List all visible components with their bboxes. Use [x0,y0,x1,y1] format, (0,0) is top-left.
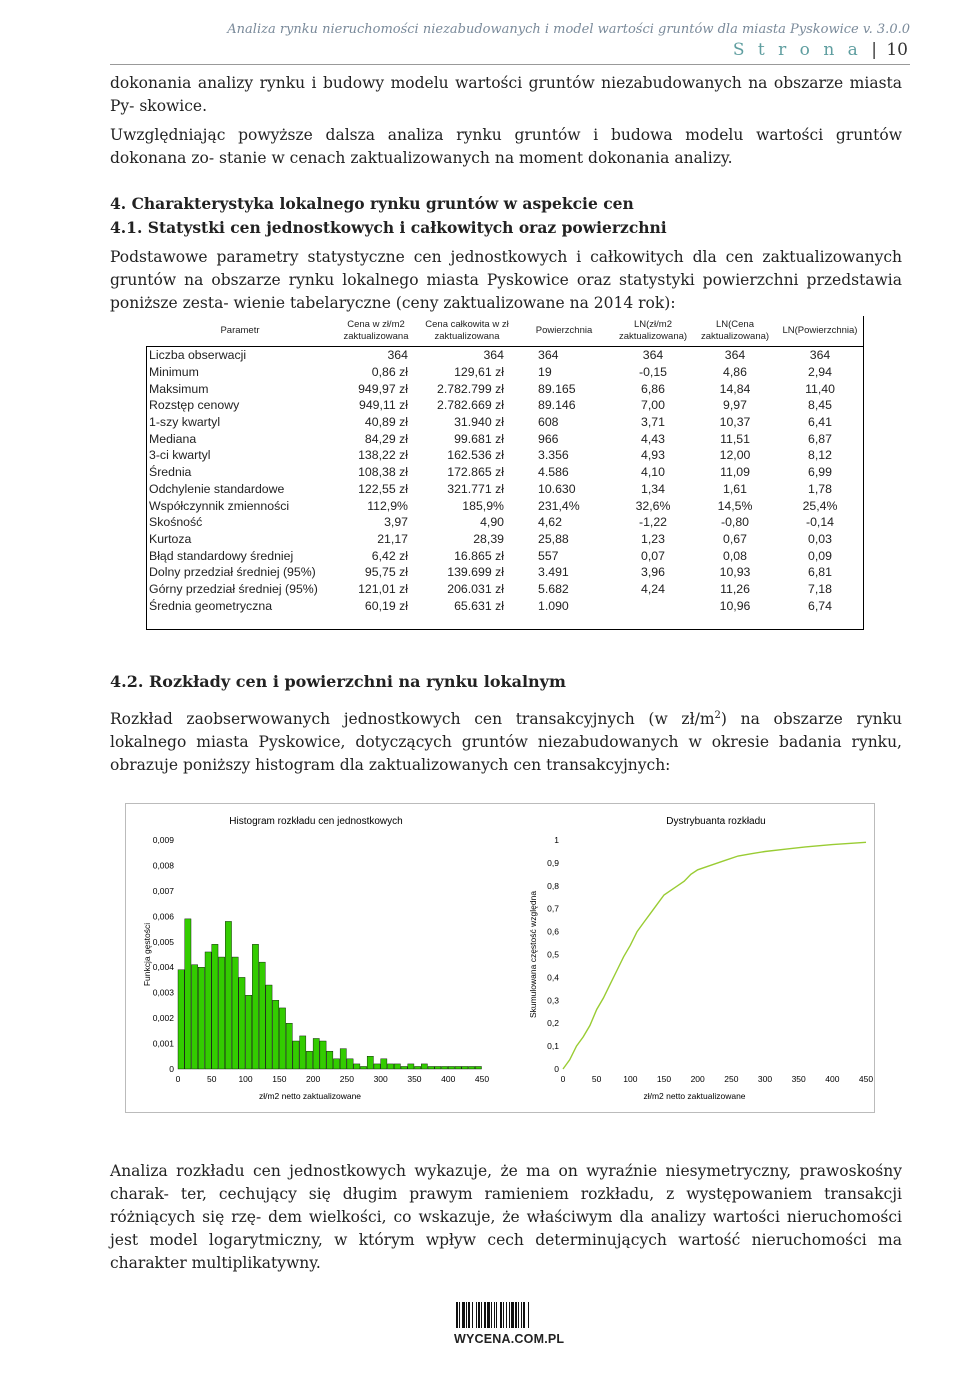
table-cell: 99.681 zł [454,431,504,446]
table-cell: 40,89 zł [364,415,408,430]
footer-logo [454,1302,565,1346]
x-tick-label: 150 [272,1074,287,1084]
section-heading-4-2: 4.2. Rozkłady cen i powierzchni na rynku lokalnym [110,672,566,691]
table-header-cell: Powierzchnia [535,325,593,336]
histogram-bar [381,1059,387,1069]
barcode-icon [454,1302,546,1328]
table-cell: 11,40 [805,381,835,396]
histogram-bar [360,1066,366,1069]
x-tick-label: 300 [373,1074,388,1084]
table-cell: 557 [538,548,559,563]
table-cell: 364 [418,347,516,364]
table-cell: 4,24 [641,581,665,596]
x-tick-label: 400 [825,1074,840,1084]
histogram-bar [347,1059,353,1069]
charts-svg [126,804,874,1112]
table-cell: 112,9% [367,498,408,513]
x-tick-label: 0 [560,1074,566,1084]
table-cell: 89.165 [538,381,576,396]
table-cell: 949,11 zł [359,398,408,413]
table-row [146,564,864,581]
paragraph-table-intro: Podstawowe parametry statystyczne cen jednostkowych i całkowitych dla cen zaktualizowanych gruntów na obszarze rynku lokalnego miasta Pyskowice oraz statystyki powierzchni przedstawia poniższe zesta- wienie tabelaryczne (ceny zaktualizowane na 2014 rok): [110,248,902,312]
table-header-cell: LN(zł/m2 zaktualizowana) [618,319,688,342]
table-cell: 9,97 [723,398,747,413]
table-cell: 95,75 zł [364,565,408,580]
table-cell: 0,08 [723,548,747,563]
barcode-stripe [476,1302,477,1328]
table-cell: 3,97 [384,515,408,530]
chart-title: Histogram rozkładu cen jednostkowych [229,816,403,827]
histogram-bar [293,1041,299,1069]
table-cell: 7,00 [641,398,665,413]
table-cell: 122,55 zł [358,481,408,496]
table-row-label: 3-ci kwartyl [149,448,211,463]
running-header: Analiza rynku nieruchomości niezabudowanych i model wartości gruntów dla miasta Pyskowice v. 3.0.0 [227,22,910,37]
y-tick-label: 0,8 [547,880,559,891]
table-cell: 0,03 [808,531,832,546]
x-tick-label: 50 [591,1074,602,1084]
barcode-stripe [515,1302,517,1328]
table-header-cell: LN(Powierzchnia) [782,325,858,336]
table-cell: 11,51 [720,431,750,446]
barcode-stripe [468,1302,470,1328]
table-row [146,597,864,614]
table-row-label: Odchylenie standardowe [149,481,285,496]
table-cell: 19 [538,365,552,380]
table-row [146,497,864,514]
table-cell: 4,86 [723,365,747,380]
table-cell: 16.865 zł [454,548,504,563]
table-header-cell: Cena w zł/m2 zaktualizowana [343,319,409,342]
histogram-bar [441,1066,447,1069]
table-cell: 966 [538,431,559,446]
x-tick-label: 100 [238,1074,253,1084]
table-cell: 7,18 [808,581,832,596]
page-separator: | [871,40,877,60]
table-row [146,364,864,381]
table-row-label: Minimum [149,365,199,380]
table-cell: 139.699 zł [447,565,504,580]
paragraph-intro: dokonania analizy rynku i budowy modelu wartości gruntów niezabudowanych na obszarze miasta Py- skowice. [110,74,902,115]
table-cell: 10.630 [538,481,576,496]
table-cell: 6,42 zł [371,548,408,563]
histogram-bar [333,1059,339,1069]
x-axis-label: zł/m2 netto zaktualizowane [258,1091,362,1101]
histogram-bar [205,952,211,1069]
table-row-label: Kurtoza [149,531,192,546]
para4-part-b: ) na obszarze rynku lokalnego miasta Pyskowice, dotyczących gruntów niezabudowanych w okresie badania rynku, obrazuje poniższy histogram dla zaktualizowanych cen transakcyjnych: [110,710,902,775]
table-cell: 60,19 zł [364,598,408,613]
table-cell: 364 [776,347,864,364]
table-cell: 5.682 [538,581,569,596]
table-cell: 28,39 [473,531,504,546]
histogram-bar [394,1064,400,1069]
table-header-row [146,316,864,347]
x-tick-label: 350 [791,1074,806,1084]
x-tick-label: 0 [175,1074,181,1084]
table-cell: 4.586 [538,465,569,480]
header-rule [110,64,910,65]
histogram-bar [462,1066,468,1069]
barcode-stripe [487,1302,490,1328]
table-cell: 231,4% [538,498,580,513]
table-cell: 65.631 zł [454,598,504,613]
table-cell: 14,84 [719,381,751,396]
y-tick-label: 0,009 [152,835,174,845]
statistics-table [146,316,864,614]
histogram-bar [435,1066,441,1069]
y-tick-label: 0,008 [152,860,174,871]
y-tick-label: 1 [554,835,559,845]
y-tick-label: 0,2 [547,1018,559,1029]
page-number: 10 [886,40,908,60]
table-cell: 12,00 [719,448,751,463]
y-tick-label: 0,004 [152,962,174,973]
barcode-stripe [496,1302,497,1328]
table-cell: 31.940 zł [454,415,504,430]
barcode-stripe [509,1302,510,1328]
section-heading-4-1: 4.1. Statystki cen jednostkowych i całkowitych oraz powierzchni [110,218,667,237]
histogram-bar [246,995,252,1069]
y-tick-label: 0 [169,1064,174,1074]
histogram-bar [300,1036,306,1069]
page-number-block [733,40,908,60]
table-row-label: Błąd standardowy średniej [149,548,294,563]
x-tick-label: 200 [690,1074,705,1084]
barcode-stripe [494,1302,495,1328]
table-row [146,514,864,531]
histogram-bar [414,1066,420,1069]
y-tick-label: 0,005 [152,936,174,947]
table-cell: 6,41 [808,415,832,430]
histogram-bar [455,1066,461,1069]
histogram-bar [401,1066,407,1069]
table-cell: -0,15 [638,365,668,380]
histogram-bar [475,1066,481,1069]
table-cell: 949,97 zł [358,381,408,396]
table-cell: 1,61 [723,481,747,496]
y-tick-label: 0,002 [152,1013,174,1024]
y-tick-label: 0,6 [547,926,559,937]
table-cell: 138,22 zł [358,448,408,463]
para4-superscript: 2 [714,710,721,721]
histogram-bar [313,1038,319,1069]
table-row-label: Mediana [149,431,197,446]
y-tick-label: 0,1 [547,1041,559,1052]
barcode-stripe [518,1302,519,1328]
table-cell: 162.536 zł [447,448,504,463]
histogram-bar [387,1064,393,1069]
histogram-bar [198,967,204,1069]
x-tick-label: 450 [858,1074,874,1084]
table-row-label: 1-szy kwartyl [149,415,221,430]
charts-frame [125,803,875,1113]
table-cell: 6,99 [808,465,832,480]
table-cell: -0,14 [805,515,835,530]
table-cell: 4,93 [641,448,665,463]
table-cell: 3.491 [538,565,569,580]
table-cell: -1,22 [638,515,668,530]
table-cell: 25,88 [538,531,569,546]
y-tick-label: 0,001 [152,1038,174,1049]
x-tick-label: 350 [407,1074,422,1084]
table-cell: 8,12 [808,448,832,463]
histogram-bar [225,921,231,1069]
table-cell: 4,90 [480,515,504,530]
histogram-bar [408,1064,414,1069]
table-row [146,430,864,447]
table-cell: 32,6% [635,498,671,513]
table-cell: 364 [612,347,694,364]
barcode-stripe [484,1302,486,1328]
histogram-bar [340,1049,346,1069]
table-cell: 6,87 [808,431,832,446]
x-tick-label: 100 [623,1074,638,1084]
table-cell: 3.356 [538,448,569,463]
histogram-bar [354,1064,360,1069]
table-cell: 129,61 zł [454,365,504,380]
table-cell: 89.146 [538,398,576,413]
y-tick-label: 0,7 [547,903,559,914]
table-cell: 3,96 [641,565,665,580]
table-cell: 1,23 [641,531,665,546]
table-row [146,547,864,564]
barcode-stripe [521,1302,522,1328]
table-cell: 10,93 [719,565,751,580]
histogram-bar [252,944,258,1069]
table-cell: 2,94 [808,365,832,380]
table-cell: 4,62 [538,515,562,530]
table-row [146,464,864,481]
table-cell: 4,10 [641,465,665,480]
table-row [146,581,864,598]
table-cell: 84,29 zł [364,431,408,446]
table-cell: 10,37 [719,415,751,430]
table-row-label: Liczba obserwacji [146,347,334,364]
x-tick-label: 300 [757,1074,773,1084]
table-row-label: Skośność [149,515,203,530]
table-cell: 8,45 [808,398,832,413]
x-tick-label: 400 [441,1074,456,1084]
table-row [146,481,864,498]
histogram-bar [468,1066,474,1069]
page-label: S t r o n a [732,40,862,60]
table-cell: 0,09 [808,548,832,563]
table-left-border [146,347,147,630]
y-tick-label: 0,9 [547,857,559,868]
histogram-bar [367,1056,373,1069]
histogram-bar [266,985,272,1069]
table-cell: 1,34 [641,481,665,496]
table-cell: 0,86 zł [371,365,408,380]
table-header-cell: Parametr [220,325,260,336]
table-row [146,347,864,364]
table-row [146,414,864,431]
histogram-bar [259,962,265,1069]
table-row-label: Górny przedział średniej (95%) [149,581,318,596]
y-tick-label: 0,003 [152,987,174,998]
table-cell: 6,81 [808,565,832,580]
barcode-stripe [459,1302,460,1328]
table-cell: 1.090 [538,598,569,613]
table-row [146,531,864,548]
y-tick-label: 0,4 [547,972,559,983]
histogram-bar [428,1066,434,1069]
x-axis-label: zł/m2 netto zaktualizowane [643,1091,746,1101]
barcode-stripe [523,1302,525,1328]
histogram-bar [374,1064,380,1069]
table-cell: 364 [694,347,776,364]
table-cell [612,597,694,614]
table-cell: 11,09 [720,465,750,480]
histogram-bar [279,1008,285,1069]
barcode-stripe [466,1302,467,1328]
cdf-line [563,842,866,1069]
table-cell: 185,9% [462,498,504,513]
table-cell: 11,26 [720,581,750,596]
table-cell: 206.031 zł [447,581,504,596]
histogram-bar [212,944,218,1069]
table-row [146,397,864,414]
table-row [146,380,864,397]
barcode-stripe [491,1302,492,1328]
table-cell: 3,71 [641,415,665,430]
table-cell: 1,78 [808,481,832,496]
table-cell: 4,43 [641,431,665,446]
barcode-stripe [528,1302,529,1328]
y-axis-label: Skumulowana częstość względna [528,890,538,1019]
table-row-label: Maksimum [149,381,209,396]
x-tick-label: 200 [306,1074,321,1084]
barcode-stripe [462,1302,465,1328]
x-tick-label: 250 [724,1074,739,1084]
table-cell: 14,5% [717,498,753,513]
histogram-bar [306,1051,312,1069]
histogram-bar [192,965,198,1069]
logo-text: WYCENA.COM.PL [454,1332,565,1346]
table-cell: 0,67 [723,531,747,546]
x-tick-label: 150 [656,1074,672,1084]
histogram-bar [232,957,238,1069]
table-cell: 172.865 zł [447,465,504,480]
para4-part-a: Rozkład zaobserwowanych jednostkowych cen transakcyjnych (w zł/m [110,710,715,729]
table-cell: 321.771 zł [447,481,504,496]
table-header-cell: Cena całkowita w zł zaktualizowana [425,319,509,342]
table-cell: 108,38 zł [358,465,408,480]
y-tick-label: 0,006 [152,911,174,922]
histogram-bar [178,970,184,1069]
table-cell: 6,86 [641,381,665,396]
table-cell: 0,07 [641,548,665,563]
y-tick-label: 0,3 [547,995,559,1006]
y-tick-label: 0,5 [547,949,559,960]
histogram-bar [286,1023,292,1069]
barcode-stripe [500,1302,502,1328]
x-tick-label: 50 [207,1074,217,1084]
paragraph-histogram-intro [110,704,902,777]
y-tick-label: 0 [554,1064,559,1074]
y-axis-label: Funkcja gęstości [142,922,152,987]
table-cell: 121,01 zł [358,581,408,596]
barcode-stripe [503,1302,504,1328]
barcode-stripe [478,1302,480,1328]
paragraph-update: Uwzględniając powyższe dalsza analiza rynku gruntów i budowa modelu wartości gruntów dokonana zo- stanie w cenach zaktualizowanych na moment dokonania analizy. [110,126,902,167]
paragraph-analysis: Analiza rozkładu cen jednostkowych wykazuje, że ma on wyraźnie niesymetryczny, prawoskośny charak- ter, cechujący się długim prawym ramieniem rozkładu, z występowaniem transakcji różniących się rzę- dem wielkości, co wskazuje, że właściwym dla analizy wartości nieruchomości jest model logarytmiczny, w którym wpływ cech determinujących wartość nieruchomości ma charakter multiplikatywny. [110,1162,902,1272]
histogram-bar [273,1000,279,1069]
table-cell: 25,4% [802,498,838,513]
histogram-bar [239,977,245,1069]
table-row [146,447,864,464]
barcode-stripe [472,1302,473,1328]
histogram-bar [185,919,191,1069]
table-header-cell: LN(Cena zaktualizowana) [700,319,770,342]
table-cell: 6,74 [808,598,832,613]
table-cell: 608 [538,415,559,430]
x-tick-label: 450 [474,1074,490,1084]
histogram-bar [219,957,225,1069]
chart-title: Dystrybuanta rozkładu [666,816,766,827]
table-row-label: Dolny przedział średniej (95%) [149,565,316,580]
table-cell: 2.782.799 zł [436,381,504,396]
table-cell: 364 [334,347,418,364]
table-cell: 10,96 [719,598,751,613]
table-cell: 364 [516,347,612,364]
barcode-stripe [456,1302,458,1328]
table-body [146,347,864,615]
x-tick-label: 250 [339,1074,354,1084]
table-row-label: Średnia geometryczna [149,598,273,613]
table-row-label: Rozstęp cenowy [149,398,240,413]
histogram-bar [448,1066,454,1069]
barcode-stripe [506,1302,507,1328]
section-heading-4: 4. Charakterystyka lokalnego rynku gruntów w aspekcie cen [110,194,634,213]
table-cell: 21,17 [377,531,408,546]
table-row-label: Średnia [149,465,192,480]
table-cell: -0,80 [720,515,750,530]
table-row-label: Współczynnik zmienności [149,498,290,513]
table-cell: 2.782.669 zł [436,398,504,413]
barcode-stripe [511,1302,514,1328]
histogram-bar [320,1041,326,1069]
histogram-bar [327,1051,333,1069]
y-tick-label: 0,007 [152,885,174,896]
histogram-bar [421,1064,427,1069]
barcode-stripe [481,1302,482,1328]
